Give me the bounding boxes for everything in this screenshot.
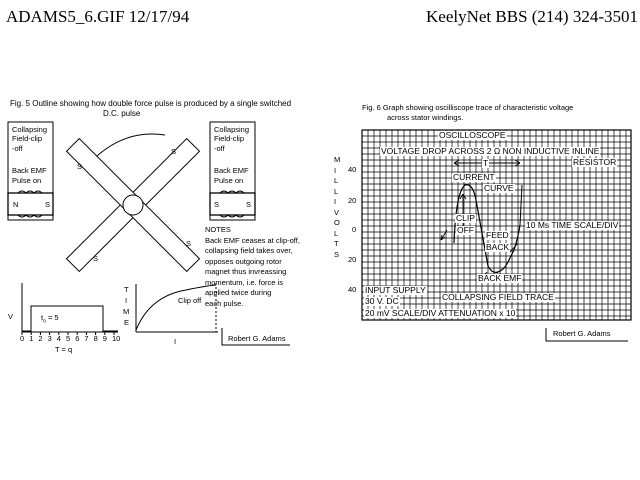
osc-t-label: T (483, 158, 489, 168)
notes-line-5: momentum, i.e. force is (205, 278, 283, 287)
millivolts-letter: O (334, 218, 340, 227)
right-coil-label-4: Back EMF (214, 166, 249, 175)
osc-back-emf: BACK EMF (478, 273, 522, 283)
left-coil-label-1: Collapsing (12, 125, 48, 134)
millivolts-letter: M (334, 155, 341, 164)
pulse-x-tick-label: 1 (29, 334, 34, 343)
right-coil-label-3: -off (214, 144, 225, 153)
osc-current: CURRENT (453, 172, 495, 182)
left-coil-label-4: Back EMF (12, 166, 47, 175)
time-y-letter-t: T (124, 285, 129, 294)
pulse-x-tick-label: 2 (38, 334, 43, 343)
rotor-pole-lower-left: S (93, 254, 99, 263)
left-pole-s: S (45, 200, 51, 209)
millivolts-letter: I (334, 165, 337, 175)
rotor-pole-upper-right: S (171, 147, 177, 156)
pulse-x-tick-label: 0 (20, 334, 25, 343)
notes-line-6: applied twice during (205, 288, 272, 297)
notes-line-1: Back EMF ceases at clip-off, (205, 236, 300, 245)
rotor-pole-lower-right: S (186, 239, 192, 248)
osc-resistor: RESISTOR (573, 157, 617, 167)
notes-line-4: magnet thus invreassing (205, 267, 287, 276)
osc-volts: 30 V. DC (365, 296, 399, 306)
pulse-x-tick-label: 4 (56, 334, 61, 343)
notes-title: NOTES (205, 225, 231, 234)
y-tick-20-bottom: 20 (348, 255, 357, 264)
millivolts-letter: T (334, 239, 339, 248)
y-tick-20-top: 20 (348, 196, 357, 205)
millivolts-letter: V (334, 207, 340, 217)
osc-curve: CURVE (484, 183, 514, 193)
pulse-x-label: T = q (55, 345, 73, 354)
millivolts-letter: L (334, 228, 339, 238)
pulse-y-label: V (8, 312, 14, 321)
right-coil-label-5: Pulse on (214, 176, 244, 185)
fig6-caption: Fig. 6 Graph showing oscilliscope trace of characteristic voltage (362, 103, 574, 112)
pulse-x-tick-label: 6 (75, 334, 80, 343)
osc-time-scale: 10 Ms TIME SCALE/DIV (526, 220, 619, 230)
time-y-letter-e: E (124, 318, 130, 327)
y-tick-0: 0 (352, 225, 357, 234)
notes-line-2: collapsing field takes over, (205, 246, 293, 255)
y-tick-40-bottom: 40 (348, 285, 357, 294)
left-coil-label-2: Field-clip (12, 134, 43, 143)
fig5-caption: Fig. 5 Outline showing how double force pulse is produced by a single switched (10, 99, 292, 108)
osc-off: OFF (457, 225, 474, 235)
left-pole-n: N (13, 200, 19, 209)
time-y-letter-i: I (125, 296, 128, 305)
pulse-x-tick-label: 8 (93, 334, 98, 343)
right-pole-s1: S (214, 200, 220, 209)
osc-back: BACK (486, 242, 510, 252)
millivolts-letter: L (334, 176, 339, 185)
right-coil-label-1: Collapsing (214, 125, 250, 134)
bbs-phone: KeelyNet BBS (214) 324-3501 (426, 7, 639, 26)
osc-clip: CLIP (456, 213, 475, 223)
pulse-x-tick-label: 5 (66, 334, 71, 343)
pulse-x-tick-label: 9 (102, 334, 107, 343)
pulse-x-tick-label: 3 (47, 334, 52, 343)
y-tick-40-top: 40 (348, 165, 357, 174)
rotor-pole-upper-left: S (77, 162, 83, 171)
osc-voltage-drop: VOLTAGE DROP ACROSS 2 Ω NON INDUCTIVE INLINE (381, 146, 600, 156)
fig6-caption-2: across stator windings. (387, 113, 464, 122)
fig5-caption-2: D.C. pulse (103, 109, 141, 118)
millivolts-letter: S (334, 249, 340, 259)
time-x-label: I (174, 337, 177, 346)
left-coil-label-5: Pulse on (12, 176, 42, 185)
pulse-x-tick-label: 7 (84, 334, 89, 343)
osc-collapsing: COLLAPSING FIELD TRACE (442, 292, 554, 302)
millivolts-letter: L (334, 186, 339, 196)
file-title: ADAMS5_6.GIF 12/17/94 (6, 7, 190, 26)
right-pole-s2: S (246, 200, 252, 209)
clip-off-label: Clip off (178, 296, 202, 305)
pulse-x-tick-label: 10 (112, 334, 121, 343)
osc-feed: FEED (486, 230, 509, 240)
notes-line-3: opposes outgoing rotor (205, 257, 282, 266)
right-coil-label-2: Field-clip (214, 134, 245, 143)
osc-title: OSCILLOSCOPE (439, 130, 506, 140)
millivolts-letter: I (334, 197, 337, 206)
time-y-letter-m: M (123, 307, 130, 316)
fig5-credit: Robert G. Adams (228, 334, 286, 343)
osc-scale: 20 mV SCALE/DIV ATTENUATION x 10 (365, 308, 516, 318)
left-coil-label-3: -off (12, 144, 23, 153)
fig6-credit: Robert G. Adams (553, 329, 611, 338)
notes-line-7: each pulse. (205, 299, 244, 308)
pulse-t-label: $t_o = 5$ (41, 313, 59, 325)
osc-input-supply: INPUT SUPPLY (365, 285, 426, 295)
